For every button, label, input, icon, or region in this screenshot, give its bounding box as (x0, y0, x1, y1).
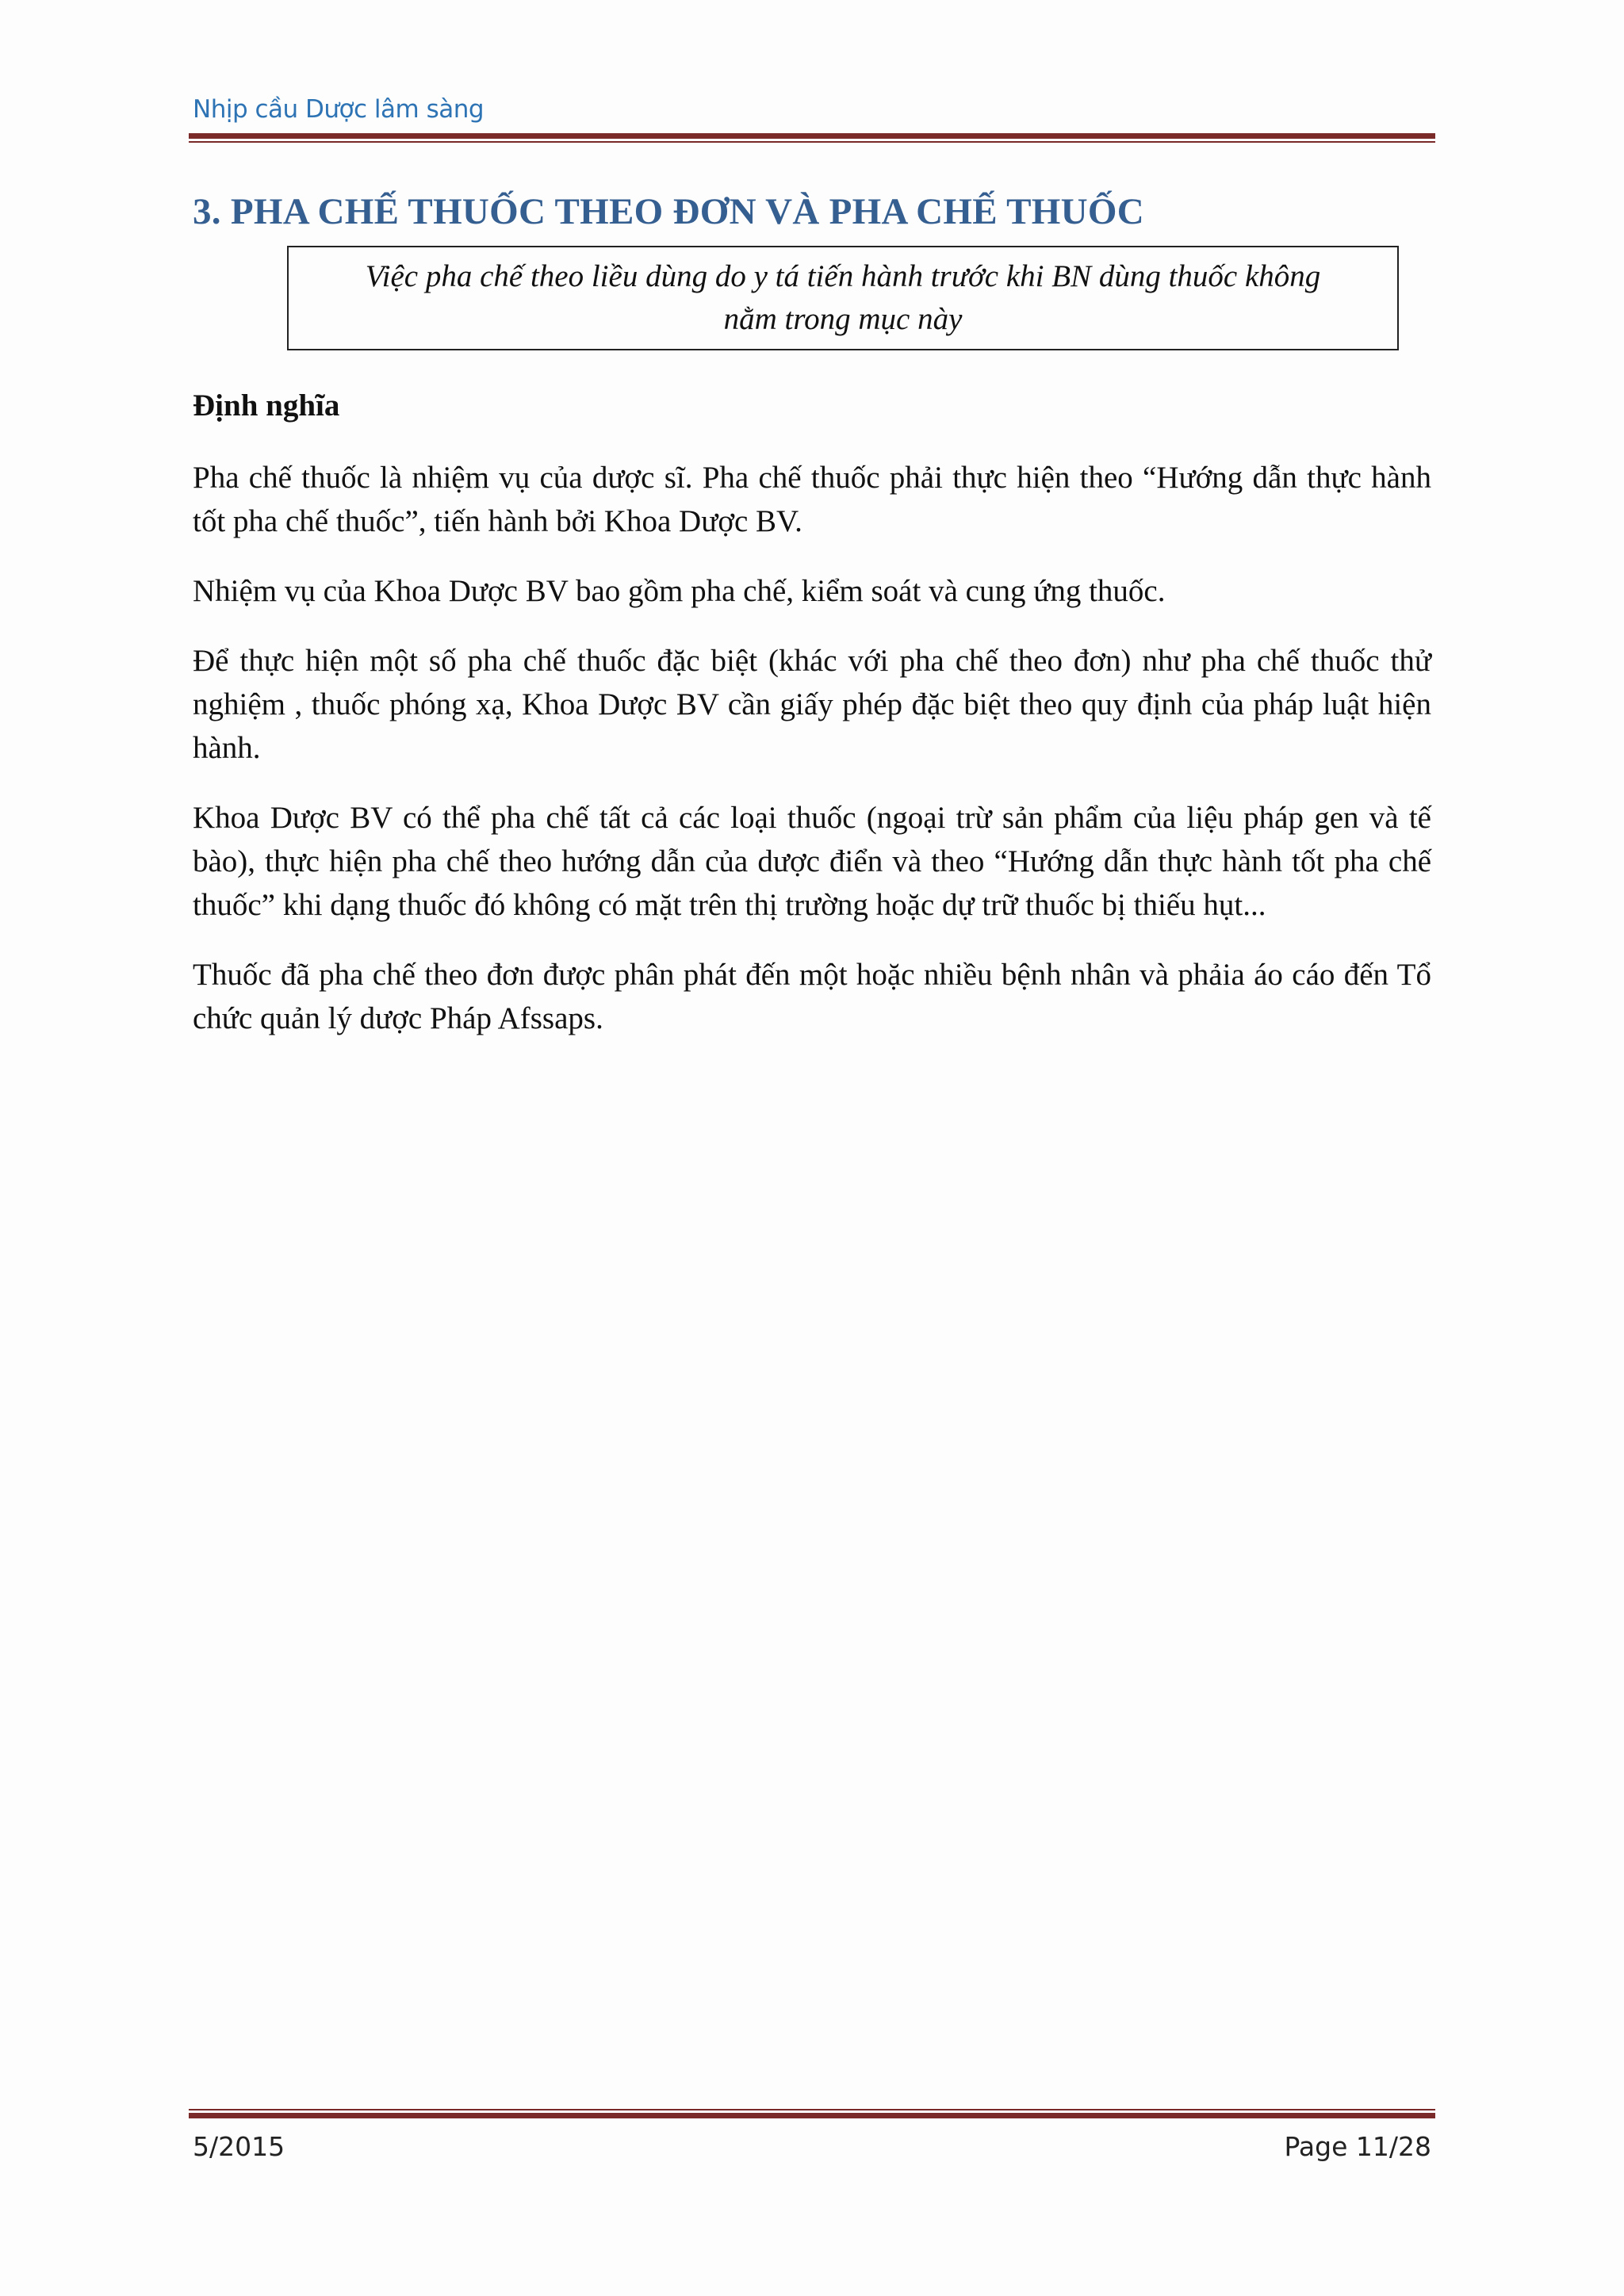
note-text: Việc pha chế theo liều dùng do y tá tiến hành trước khi BN dùng thuốc không nằm trong mục này (365, 259, 1321, 336)
running-header: Nhịp cầu Dược lâm sàng (193, 95, 485, 124)
footer-rule-thick (189, 2113, 1435, 2118)
paragraph: Thuốc đã pha chế theo đơn được phân phát đến một hoặc nhiều bệnh nhân và phảia áo cáo đến Tổ chức quản lý dược Pháp Afssaps. (193, 958, 1431, 1035)
definition-heading: Định nghĩa (193, 388, 340, 423)
paragraph: Nhiệm vụ của Khoa Dược BV bao gồm pha chế, kiểm soát và cung ứng thuốc. (193, 574, 1166, 608)
header-rule-thick (189, 133, 1435, 139)
paragraph: Để thực hiện một số pha chế thuốc đặc biệt (khác với pha chế theo đơn) như pha chế thuốc thử nghiệm , thuốc phóng xạ, Khoa Dược BV cần giấy phép đặc biệt theo quy định của pháp luật hiện hành. (193, 644, 1431, 765)
header-rule-thin (189, 141, 1435, 143)
footer-rule-thin (189, 2109, 1435, 2110)
paragraph: Pha chế thuốc là nhiệm vụ của dược sĩ. Pha chế thuốc phải thực hiện theo “Hướng dẫn thực hành tốt pha chế thuốc”, tiến hành bởi Khoa Dược BV. (193, 461, 1431, 538)
paragraph: Khoa Dược BV có thể pha chế tất cả các loại thuốc (ngoại trừ sản phẩm của liệu pháp gen và tế bào), thực hiện pha chế theo hướng dẫn của dược điển và theo “Hướng dẫn thực hành tốt pha chế thuốc” khi dạng thuốc đó không có mặt trên thị trường hoặc dự trữ thuốc bị thiếu hụt... (193, 801, 1431, 922)
note-box (287, 246, 1399, 350)
footer-date: 5/2015 (193, 2131, 285, 2162)
section-title: 3. PHA CHẾ THUỐC THEO ĐƠN VÀ PHA CHẾ THUỐC (193, 191, 1144, 232)
body-content (193, 385, 1431, 1066)
footer-page-number: Page 11/28 (1284, 2131, 1431, 2162)
